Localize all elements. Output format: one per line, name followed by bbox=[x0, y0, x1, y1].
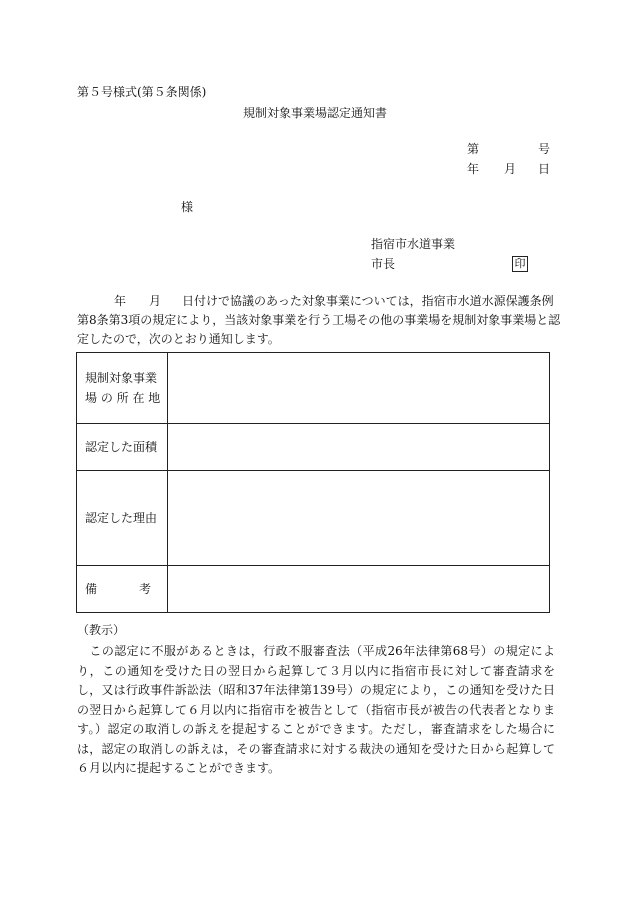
area-label-cell: 認定した面積 bbox=[77, 424, 168, 471]
remarks-label-cell bbox=[77, 566, 168, 613]
reason-value-cell[interactable] bbox=[168, 471, 550, 566]
table-row bbox=[77, 353, 550, 424]
reason-label-cell: 認定した理由 bbox=[77, 471, 168, 566]
date-day-label: 日 bbox=[538, 162, 551, 176]
body-line-3: 定したので，次のとおり通知します。 bbox=[77, 332, 280, 346]
notification-table bbox=[76, 352, 550, 613]
body-month-label: 月 bbox=[149, 294, 162, 308]
seal-mark bbox=[512, 255, 528, 272]
remarks-label-left: 備 bbox=[85, 582, 98, 596]
body-line-1: 日付けで協議のあった対象事業については，指宿市水道水源保護条例 bbox=[182, 294, 554, 308]
location-label-line-2: 場 の 所 在 地 bbox=[85, 391, 161, 405]
body-line-2: 第8条第3項の規定により，当該対象事業を行う工場その他の事業場を規制対象事業場と認 bbox=[77, 313, 561, 327]
doc-number-suffix: 号 bbox=[538, 142, 551, 156]
location-label-cell bbox=[77, 353, 168, 424]
table-row bbox=[77, 424, 550, 471]
recipient-honorific: 様 bbox=[181, 200, 194, 214]
body-year-label: 年 bbox=[114, 294, 127, 308]
notice-text: この認定に不服があるときは，行政不服審査法（平成26年法律第68号）の規定により，この通知を受けた日の翌日から起算して３月以内に指宿市長に対して審査請求をし，又は行政事件訴訟法（昭和37年法律第139号）の規定により，この通知を受けた日の翌日から起算して６月以内に指宿市を被告として（指宿市長が被告の代表者となります。）認定の取消しの訴えを提起することができます。ただし，審査請求をした場合には，認定の取消しの訴えは，その審査請求に対する裁決の通知を受けた日から起算して６月以内に提起することができます。 bbox=[77, 644, 555, 775]
notice-heading: （教示） bbox=[77, 623, 126, 637]
date-month-label: 月 bbox=[504, 162, 517, 176]
sender-organization: 指宿市水道事業 bbox=[371, 237, 456, 251]
date-year-label: 年 bbox=[467, 162, 480, 176]
location-label-line-1: 規制対象事業 bbox=[85, 371, 158, 385]
remarks-label bbox=[85, 579, 151, 599]
area-value-cell[interactable] bbox=[168, 424, 550, 471]
seal-label: 印 bbox=[512, 256, 528, 272]
document-title: 規制対象事業場認定通知書 bbox=[243, 106, 388, 120]
table-row bbox=[77, 471, 550, 566]
location-value-cell[interactable] bbox=[168, 353, 550, 424]
table-row bbox=[77, 566, 550, 613]
remarks-value-cell[interactable] bbox=[168, 566, 550, 613]
doc-number-prefix: 第 bbox=[467, 142, 480, 156]
remarks-label-right: 考 bbox=[138, 582, 151, 596]
sender-title: 市長 bbox=[371, 257, 396, 271]
form-id-label: 第５号様式(第５条関係) bbox=[77, 85, 207, 99]
notice-paragraph bbox=[77, 642, 555, 779]
